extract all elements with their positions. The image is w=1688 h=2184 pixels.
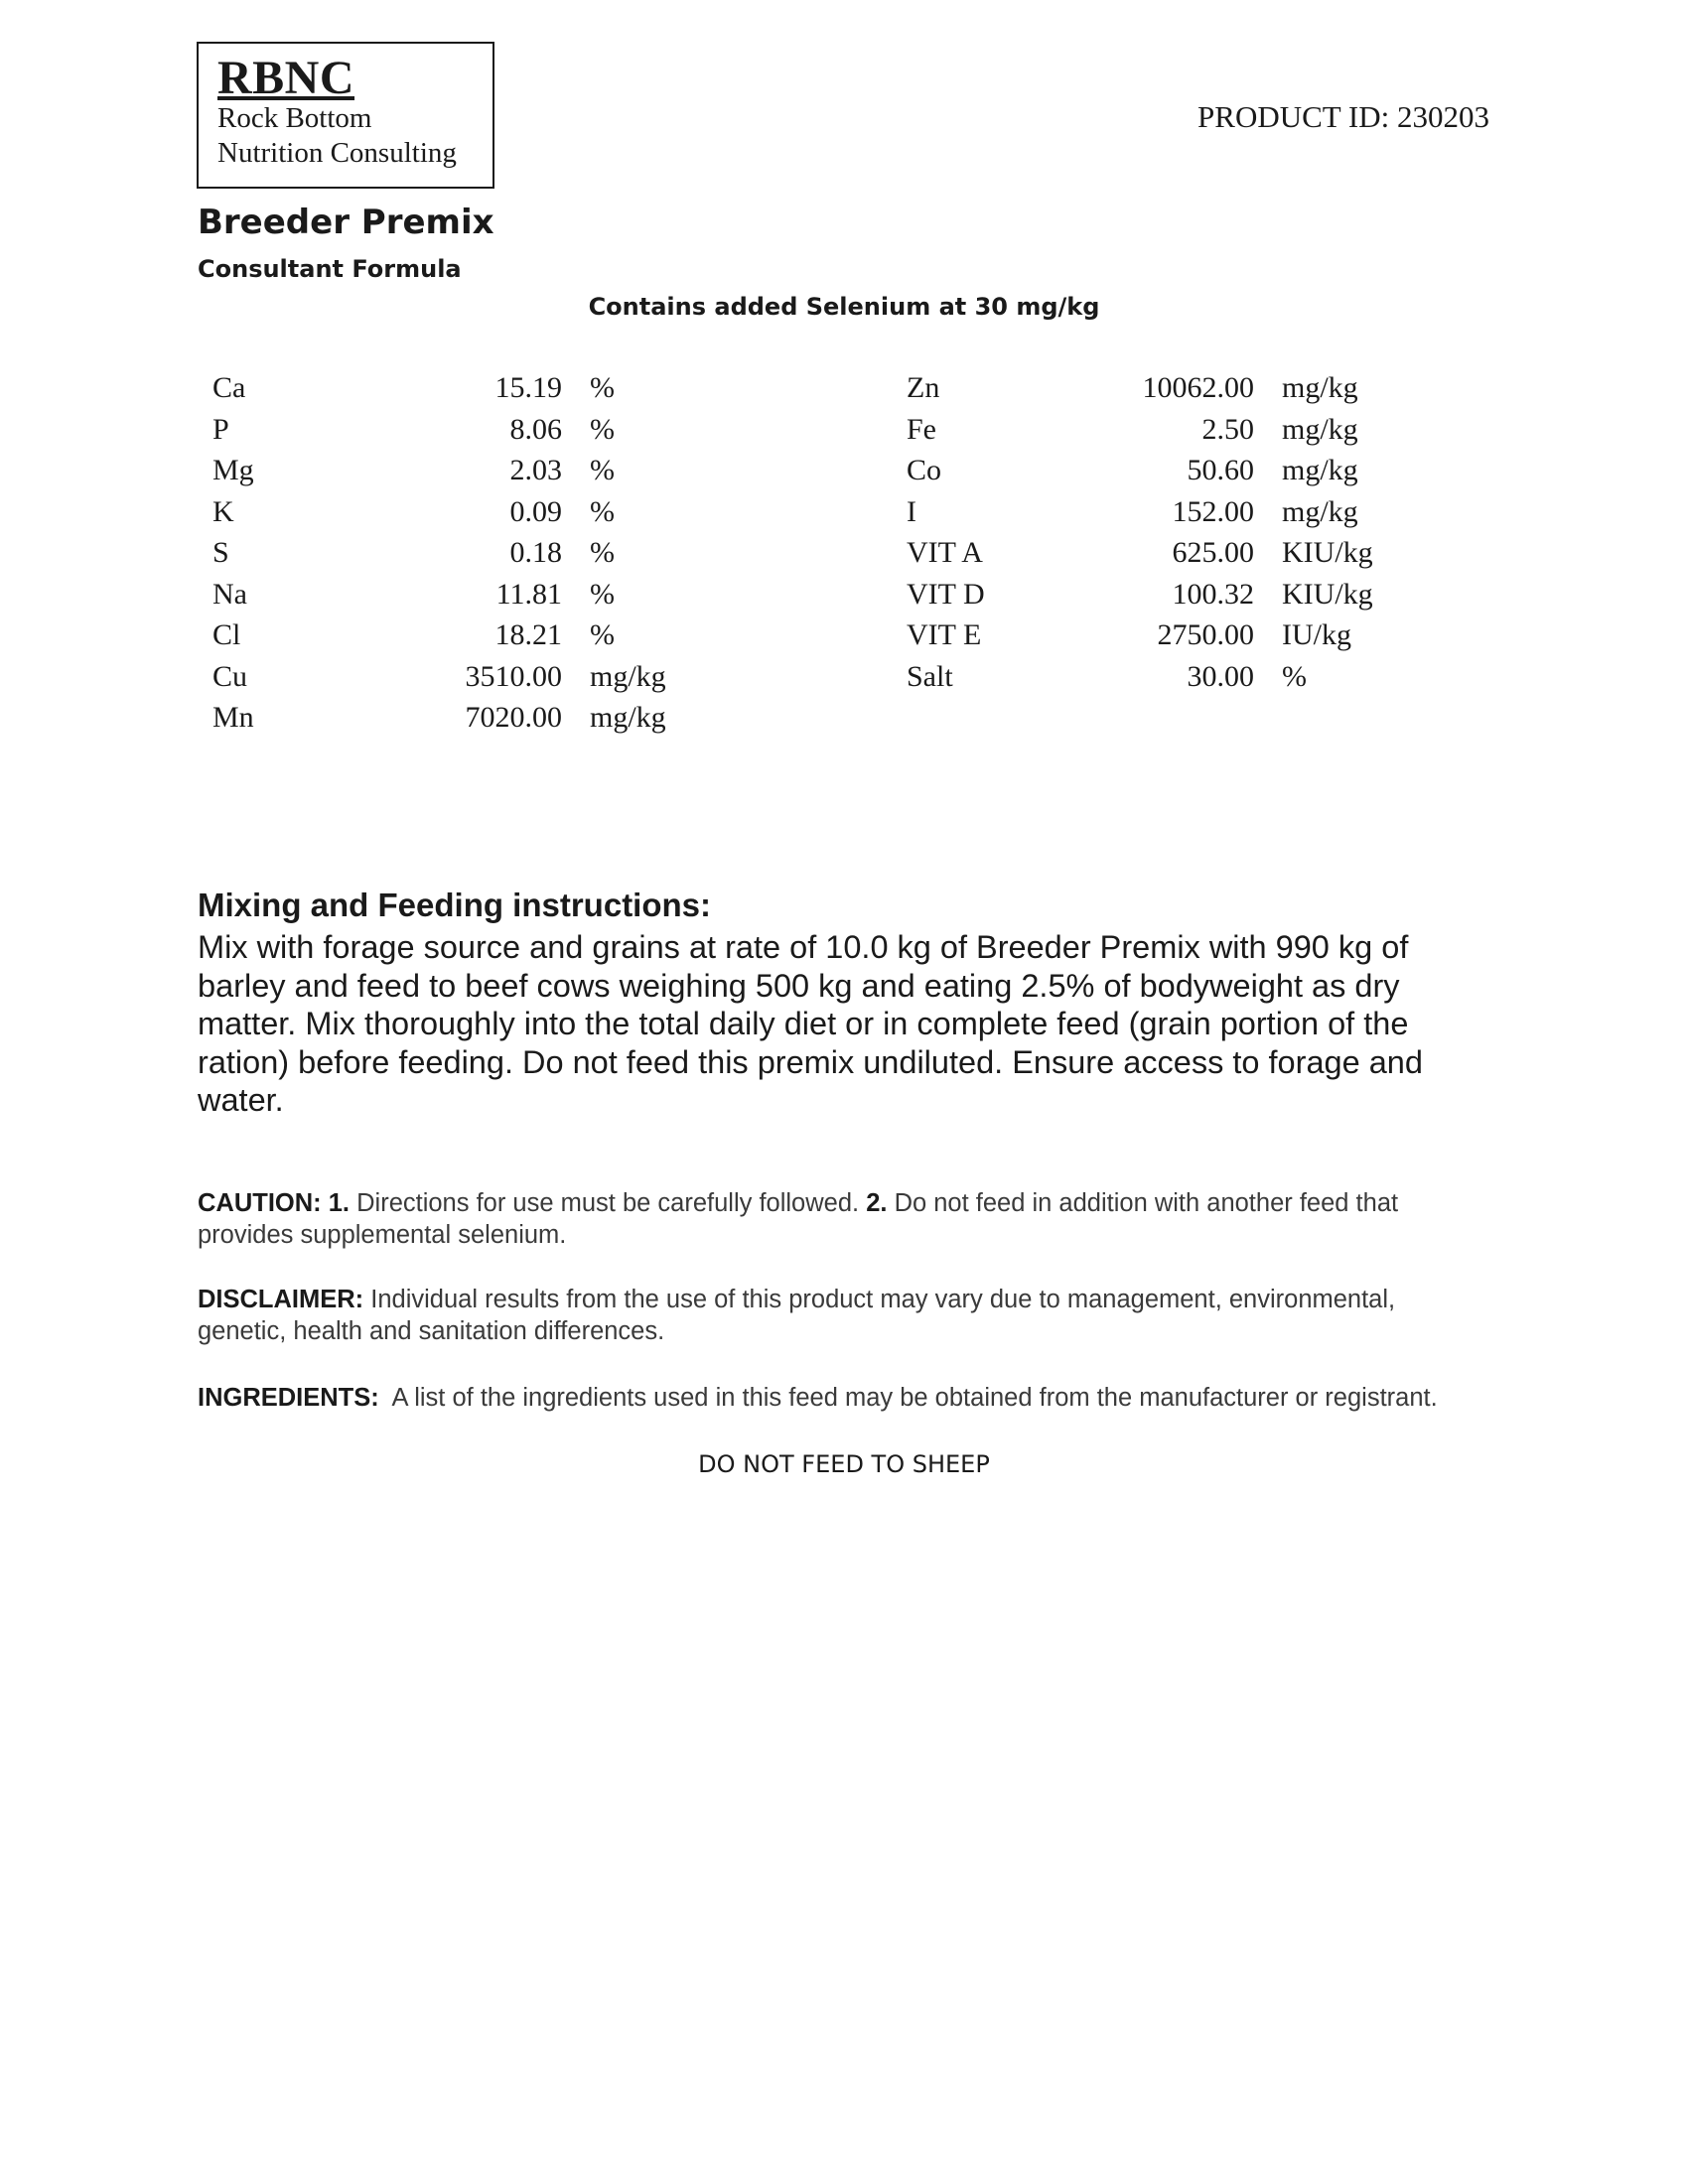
nutrient-name: Co xyxy=(907,454,942,486)
nutrient-name: K xyxy=(212,494,234,528)
nutrient-name: S xyxy=(212,536,229,569)
caution-note xyxy=(198,1187,1490,1251)
sheep-warning: DO NOT FEED TO SHEEP xyxy=(698,1450,990,1478)
nutrient-unit: mg/kg xyxy=(1282,371,1358,404)
nutrient-value: 10062.00 xyxy=(1142,371,1254,404)
nutrient-unit: mg/kg xyxy=(1282,494,1358,528)
nutrient-value: 2.03 xyxy=(509,454,562,486)
nutrient-name: VIT D xyxy=(907,577,985,611)
nutrient-name: I xyxy=(907,494,916,528)
nutrient-value: 18.21 xyxy=(494,618,562,651)
nutrient-name: VIT E xyxy=(907,618,982,651)
caution-text-2: Do not feed in addition with another feed that provides supplemental selenium. xyxy=(198,1189,1399,1249)
nutrient-name: Salt xyxy=(907,659,953,693)
nutrient-name: Fe xyxy=(907,412,936,446)
nutrient-unit: mg/kg xyxy=(590,701,666,734)
nutrient-unit: % xyxy=(590,618,615,651)
nutrient-name: Na xyxy=(212,577,247,611)
nutrient-unit: mg/kg xyxy=(1282,454,1358,486)
disclaimer-text: Individual results from the use of this product may vary due to management, environmental, genetic, health and sanitation differences. xyxy=(198,1286,1396,1345)
nutrient-value: 11.81 xyxy=(495,577,562,611)
nutrient-value: 50.60 xyxy=(1187,454,1254,486)
logo-abbreviation: RBNC xyxy=(217,52,355,104)
mixing-instructions-text: Mix with forage source and grains at rate of 10.0 kg of Breeder Premix with 990 kg of barley and feed to beef cows weighing 500 kg and eating 2.5% of bodyweight as dry matter. Mix thoroughly into the total daily diet or in complete feed (grain portion of the ration) before feeding. Do not feed this premix undiluted. Ensure access to forage and water. xyxy=(198,929,1423,1118)
caution-number-1: 1. xyxy=(328,1189,351,1217)
nutrient-unit: KIU/kg xyxy=(1282,577,1373,611)
product-subtitle: Consultant Formula xyxy=(198,255,462,283)
selenium-note: Contains added Selenium at 30 mg/kg xyxy=(588,293,1100,321)
caution-text-1: Directions for use must be carefully followed. xyxy=(356,1189,860,1217)
nutrient-value: 30.00 xyxy=(1187,659,1254,693)
nutrient-value: 7020.00 xyxy=(465,701,562,734)
ingredients-label: INGREDIENTS: xyxy=(198,1384,379,1412)
nutrient-name: Cu xyxy=(212,659,248,693)
nutrient-unit: mg/kg xyxy=(1282,412,1358,446)
nutrient-unit: % xyxy=(590,494,615,528)
nutrient-value: 2.50 xyxy=(1201,412,1254,446)
nutrient-name: Mn xyxy=(212,701,254,734)
nutrient-value: 8.06 xyxy=(509,412,562,446)
ingredients-note xyxy=(198,1382,1490,1414)
nutrient-name: VIT A xyxy=(907,536,983,569)
nutrient-value: 15.19 xyxy=(494,371,562,404)
nutrient-unit: % xyxy=(590,371,615,404)
nutrient-name: Mg xyxy=(212,454,254,486)
nutrient-unit: % xyxy=(590,577,615,611)
nutrient-unit: % xyxy=(590,412,615,446)
product-id: PRODUCT ID: 230203 xyxy=(1197,99,1489,134)
company-logo xyxy=(197,42,494,189)
nutrient-unit: % xyxy=(1282,659,1307,693)
disclaimer-label: DISCLAIMER: xyxy=(198,1286,364,1313)
mixing-instructions-heading: Mixing and Feeding instructions: xyxy=(198,887,712,923)
nutrient-value: 152.00 xyxy=(1172,494,1254,528)
product-title: Breeder Premix xyxy=(198,203,494,242)
nutrient-unit: % xyxy=(590,454,615,486)
nutrient-unit: IU/kg xyxy=(1282,618,1351,651)
nutrient-value: 625.00 xyxy=(1172,536,1254,569)
nutrient-value: 0.09 xyxy=(509,494,562,528)
nutrient-name: Zn xyxy=(907,371,940,404)
nutrient-value: 100.32 xyxy=(1172,577,1254,611)
nutrient-unit: KIU/kg xyxy=(1282,536,1373,569)
logo-name-line-2: Nutrition Consulting xyxy=(217,137,457,169)
nutrient-unit: % xyxy=(590,536,615,569)
nutrient-value: 2750.00 xyxy=(1157,618,1254,651)
nutrient-name: P xyxy=(212,412,229,446)
caution-label: CAUTION: xyxy=(198,1189,322,1217)
nutrient-unit: mg/kg xyxy=(590,659,666,693)
nutrient-name: Ca xyxy=(212,371,246,404)
ingredients-text: A list of the ingredients used in this feed may be obtained from the manufacturer or registrant. xyxy=(391,1384,1438,1412)
disclaimer-note xyxy=(198,1284,1490,1347)
nutrient-name: Cl xyxy=(212,618,241,651)
nutrient-value: 0.18 xyxy=(509,536,562,569)
nutrient-value: 3510.00 xyxy=(465,659,562,693)
logo-name-line-1: Rock Bottom xyxy=(217,102,372,134)
caution-number-2: 2. xyxy=(866,1189,888,1217)
